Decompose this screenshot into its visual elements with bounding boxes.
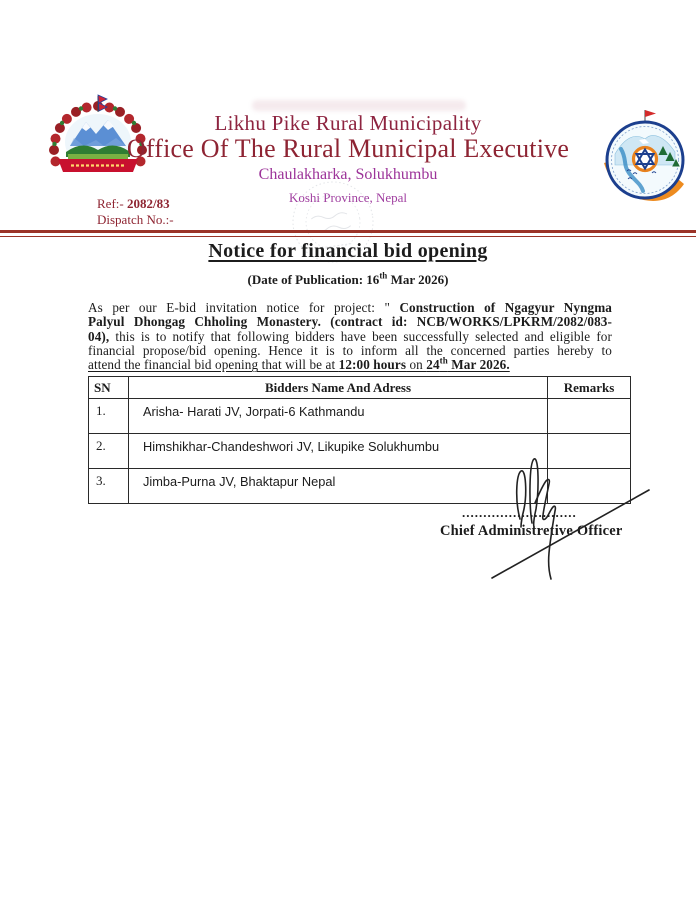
municipality-name: Likhu Pike Rural Municipality [214,111,482,135]
signatory-title: Chief Administretive Officer [440,523,623,539]
cell-remarks [548,399,631,434]
table-row [89,469,631,504]
table-header-row [89,377,631,399]
table-row [89,434,631,469]
body-line: 04), this is to notify that following bidders have been successfully selected and eligible for [88,328,612,344]
table-row [89,399,631,434]
body-line: As per our E-bid invitation notice for project: " Construction of Ngagyur Nyngma [88,300,612,315]
notice-title: Notice for financial bid opening [208,240,488,262]
cell-bidder-name: Arisha- Harati JV, Jorpati-6 Kathmandu [129,399,548,434]
office-province: Koshi Province, Nepal [288,190,408,205]
cell-remarks [548,469,631,504]
col-header-bidders: Bidders Name And Adress [129,377,548,399]
scan-bleed-artifact [252,100,466,111]
cell-remarks [548,434,631,469]
cell-sn: 3. [89,469,129,504]
bidders-table [88,376,631,504]
office-address: Chaulakharka, Solukhumbu [258,166,438,183]
dispatch-number: Dispatch No.:- [97,211,174,227]
cell-bidder-name: Jimba-Purna JV, Bhaktapur Nepal [129,469,548,504]
signature-dotted-line: ........................... [462,505,577,520]
body-line: financial propose/bid opening. Hence it is to inform all the concerned parties hereby to [88,342,612,358]
letterhead-rule [0,230,696,237]
col-header-sn: SN [89,377,129,399]
cell-bidder-name: Himshikhar-Chandeshwori JV, Likupike Solukhumbu [129,434,548,469]
cell-sn: 1. [89,399,129,434]
col-header-remarks: Remarks [548,377,631,399]
ref-dispatch-block [97,196,174,227]
ref-number: Ref:- 2082/83 [97,196,170,211]
cell-sn: 2. [89,434,129,469]
body-line: Palyul Dhongag Chholing Monastery. (contract id: NCB/WORKS/LPKRM/2082/083- [88,314,612,330]
office-name: Office Of The Rural Municipal Executive [126,134,570,163]
publication-date: (Date of Publication: 16th Mar 2026) [247,270,449,287]
notice-body [88,301,612,372]
body-line: attend the financial bid opening that will be at 12:00 hours on 24th Mar 2026. [88,355,510,373]
